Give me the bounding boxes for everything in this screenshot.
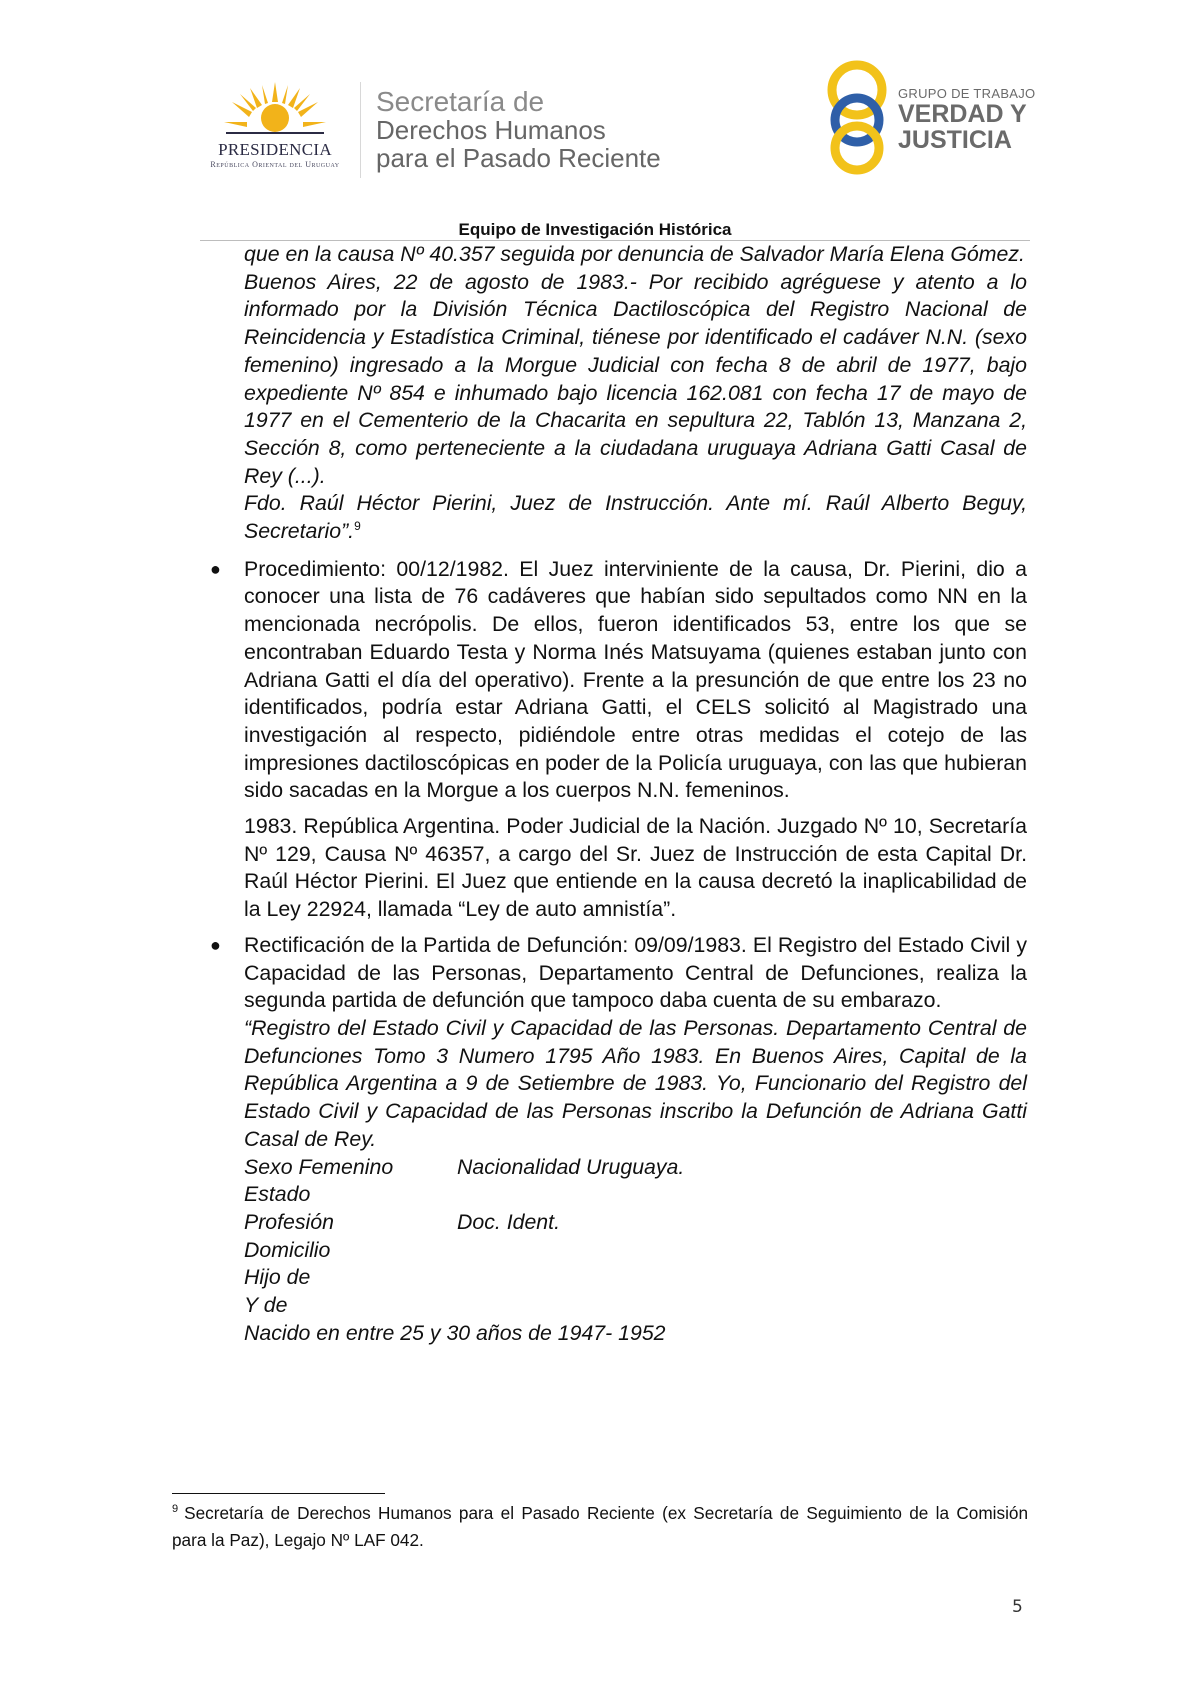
record-field — [244, 1209, 1027, 1237]
record-born: Nacido en entre 25 y 30 años de 1947- 1952 — [244, 1320, 666, 1345]
record-field-key: Profesión — [244, 1209, 334, 1234]
footnote-text: Secretaría de Derechos Humanos para el Pasado Reciente (ex Secretaría de Seguimiento de la Comisión para la Paz), Legajo Nº LAF 042. — [172, 1503, 1028, 1550]
gtvj-line-2: JUSTICIA — [898, 126, 1012, 154]
record-fields — [244, 1154, 1027, 1348]
bullet-icon: ● — [210, 934, 221, 955]
bullet-item-procedimiento — [210, 556, 1027, 805]
record-field-key: Y de — [244, 1293, 288, 1318]
secretaria-line-1: Secretaría de — [376, 86, 545, 117]
bullet-text: Procedimiento: 00/12/1982. El Juez interviniente de la causa, Dr. Pierini, dio a conocer una lista de 76 cadáveres que habían sido sepultados como NN en la mencionada necrópolis. De ellos, fueron identificados 53, entre los que se encontraban Eduardo Testa y Norma Inés Matsuyama (quienes estaban junto con Adriana Gatti el día del operativo). Frente a la presunción de que entre los 23 no identificados, podría estar Adriana Gatti, el CELS solicitó al Magistrado una investigación al respecto, pidiéndole entre otras medidas el cotejo de las impresiones dactiloscópicas en poder de la Policía uruguaya, con las que hubieran sido sacadas en la Morgue a los cuerpos N.N. femeninos. — [244, 556, 1027, 803]
record-field-key: Estado — [244, 1182, 311, 1207]
secretaria-logo-text — [376, 88, 661, 172]
record-field — [244, 1292, 1027, 1320]
record-field — [244, 1237, 1027, 1265]
paragraph-1983: 1983. República Argentina. Poder Judicial de la Nación. Juzgado Nº 10, Secretaría Nº 129, Causa Nº 46357, a cargo del Sr. Juez de Instrucción de esta Capital Dr. Raúl Héctor Pierini. El Juez que entiende en la causa decretó la inaplicabilidad de la Ley 22924, llamada “Ley de auto amnistía”. — [244, 814, 1027, 922]
gtvj-small-text: GRUPO DE TRABAJO — [898, 86, 1036, 101]
quote-registro: “Registro del Estado Civil y Capacidad de las Personas. Departamento Central de Defunciones Tomo 3 Numero 1795 Año 1983. En Buenos Aires, Capital de la República Argentina a 9 de Setiembre de 1983. Yo, Funcionario del Registro del Estado Civil y Capacidad de las Personas inscribo la Defunción de Adriana Gatti Casal de Rey. — [244, 1015, 1027, 1151]
quote-signature-text: Fdo. Raúl Héctor Pierini, Juez de Instrucción. Ante mí. Raúl Alberto Beguy, Secretario”. — [244, 491, 1027, 544]
page-number: 5 — [1012, 1597, 1023, 1617]
footnote-rule — [172, 1493, 385, 1494]
footnote — [172, 1500, 1028, 1554]
presidencia-subtitle: República Oriental del Uruguay — [210, 160, 340, 169]
record-field-value: Doc. Ident. — [457, 1209, 560, 1234]
document-body — [210, 241, 1027, 1347]
linked-rings-icon — [822, 56, 892, 176]
secretaria-line-2: Derechos Humanos — [376, 115, 606, 145]
record-field-key: Sexo Femenino — [244, 1154, 394, 1179]
team-title: Equipo de Investigación Histórica — [458, 220, 732, 239]
quote-continuation: que en la causa Nº 40.357 seguida por denuncia de Salvador María Elena Gómez. — [244, 242, 1025, 266]
page-header — [0, 0, 1190, 239]
presidencia-title: PRESIDENCIA — [218, 140, 332, 159]
secretaria-line-3: para el Pasado Reciente — [376, 143, 661, 173]
record-field — [244, 1264, 1027, 1292]
quote-buenos-aires: Buenos Aires, 22 de agosto de 1983.- Por recibido agréguese y atento a lo informado por la División Técnica Dactiloscópica del Registro Nacional de Reincidencia y Estadística Criminal, tiénese por identificado el cadáver N.N. (sexo femenino) ingresado a la Morgue Judicial con fecha 8 de abril de 1977, bajo expediente Nº 854 e inhumado bajo licencia 162.081 con fecha 17 de mayo de 1977 en el Cementerio de la Chacarita en sepultura 22, Tablón 13, Manzana 2, Sección 8, como perteneciente a la ciudadana uruguaya Adriana Gatti Casal de Rey (...). — [244, 269, 1027, 488]
gtvj-line-1: VERDAD Y — [898, 100, 1027, 128]
record-field — [244, 1181, 1027, 1209]
gtvj-logo-text — [898, 86, 1035, 153]
bullet-item-rectificacion — [210, 932, 1027, 1015]
sun-emblem-icon — [220, 80, 330, 142]
record-field-key: Hijo de — [244, 1265, 311, 1290]
header-divider — [360, 82, 361, 178]
bullet-icon: ● — [210, 558, 221, 579]
footnote-number: 9 — [172, 1503, 179, 1516]
record-field — [244, 1154, 1027, 1182]
record-field-key: Domicilio — [244, 1237, 331, 1262]
footnote-ref: 9 — [354, 518, 361, 533]
bullet-text: Rectificación de la Partida de Defunción: 09/09/1983. El Registro del Estado Civil y Capacidad de las Personas, Departamento Central de Defunciones, realiza la segunda partida de defunción que tampoco daba cuenta de su embarazo. — [244, 932, 1027, 1013]
record-field-value: Nacionalidad Uruguaya. — [457, 1154, 685, 1179]
quote-signature — [244, 490, 1027, 545]
presidencia-logo — [195, 80, 355, 180]
